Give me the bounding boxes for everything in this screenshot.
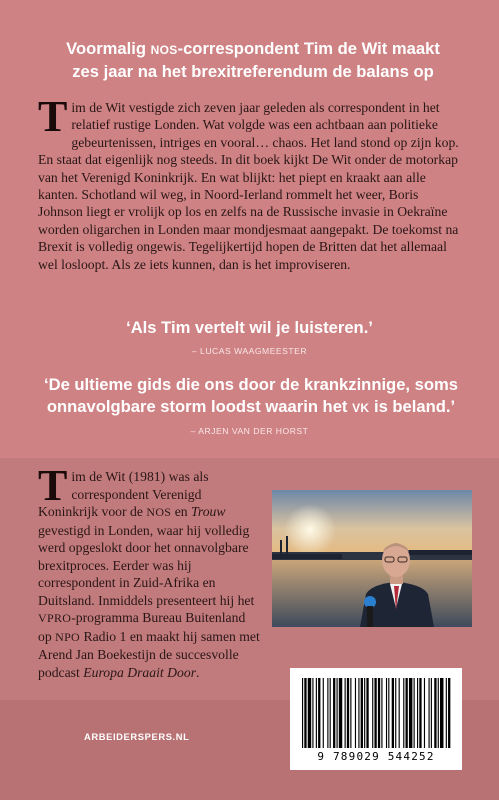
isbn-barcode xyxy=(290,668,462,770)
barcode-bar xyxy=(448,678,450,748)
barcode-bar xyxy=(419,678,421,748)
barcode-bar xyxy=(364,678,365,748)
barcode-bar xyxy=(417,678,418,748)
barcode-bar xyxy=(392,678,394,748)
headline-nos: NOS xyxy=(150,43,178,57)
barcode-bar xyxy=(374,678,376,748)
author-photo xyxy=(272,490,472,627)
barcode-bar xyxy=(440,678,443,748)
barcode-bar xyxy=(355,678,356,748)
author-bio xyxy=(38,461,260,681)
bio-dropcap: T xyxy=(38,461,68,510)
barcode-bar xyxy=(337,678,338,748)
barcode-bar xyxy=(323,678,324,748)
quote-arjen xyxy=(36,374,466,419)
quote-lucas-attribution: – LUCAS WAAGMEESTER xyxy=(191,346,308,356)
barcode-bar xyxy=(316,678,317,748)
barcode-bar xyxy=(409,678,412,748)
barcode-bar xyxy=(339,678,342,748)
barcode-bar xyxy=(361,678,363,748)
barcode-bar xyxy=(372,678,373,748)
publisher-url: ARBEIDERSPERS.NL xyxy=(84,731,190,742)
barcode-bar xyxy=(327,678,328,748)
headline-line2: zes jaar na het brexitreferendum de balans op xyxy=(72,62,434,81)
bio-text-3: gevestigd in Londen, waar hij volledig werd opgeslokt door het onnavolgbare brexitproces. Eerder was hij correspondent in Zuid-Afrika en Duitsland. Inmiddels presenteert hij het xyxy=(38,522,255,608)
barcode-bar xyxy=(330,678,331,748)
quote-arjen-after: is beland.’ xyxy=(369,397,456,416)
headline xyxy=(38,38,468,83)
intro-dropcap: T xyxy=(38,92,68,141)
headline-line1-after: -correspondent Tim de Wit maakt xyxy=(177,39,440,58)
quote-arjen-vk: VK xyxy=(352,401,370,415)
barcode-bar xyxy=(333,678,335,748)
bio-text-6: . xyxy=(196,664,200,680)
barcode-bar xyxy=(312,678,313,748)
barcode-bar xyxy=(399,678,400,748)
bio-podcast: Europa Draait Door xyxy=(83,664,197,680)
quote-arjen-attribution: – ARJEN VAN DER HORST xyxy=(190,426,309,436)
bio-text-4: -programma Bureau Buitenland op xyxy=(38,610,246,644)
barcode-bar xyxy=(434,678,436,748)
barcode-bar xyxy=(345,678,346,748)
barcode-bar xyxy=(438,678,439,748)
barcode-bar xyxy=(403,678,404,748)
barcode-bar xyxy=(429,678,430,748)
barcode-bar xyxy=(381,678,382,748)
barcode-bar xyxy=(395,678,396,748)
barcode-bar xyxy=(308,678,311,748)
barcode-bar xyxy=(366,678,368,748)
barcode-bar xyxy=(358,678,359,748)
barcode-bar xyxy=(302,678,303,748)
intro-paragraph xyxy=(38,92,466,273)
barcode-bar xyxy=(350,678,351,748)
bio-text-1: im de Wit (1981) was als correspondent Verenigd Koninkrijk voor de xyxy=(38,469,209,519)
barcode-bar xyxy=(386,678,387,748)
author-photo-illustration xyxy=(272,490,472,627)
bio-vpro: VPRO xyxy=(38,611,72,625)
barcode-bar xyxy=(388,678,389,748)
isbn-digits: 9 789029 544252 xyxy=(317,750,435,763)
bio-nos: NOS xyxy=(146,505,172,519)
quote-lucas: ‘Als Tim vertelt wil je luisteren.’ xyxy=(126,318,373,337)
barcode-bar xyxy=(318,678,320,748)
bio-text-2: en xyxy=(171,504,192,519)
barcode-bar xyxy=(414,678,415,748)
barcode-bar xyxy=(304,678,306,748)
bio-npo: NPO xyxy=(55,629,81,644)
headline-line1-before: Voormalig xyxy=(66,39,151,58)
bio-text-5: Radio 1 en maakt hij samen met Arend Jan Boekestijn de succesvolle podcast xyxy=(38,628,260,680)
quote-arjen-before: ‘De ultieme gids die ons door de krankzinnige, soms onnavolgbare storm loodst waarin het xyxy=(43,375,458,416)
barcode-bar xyxy=(446,678,447,748)
intro-text: im de Wit vestigde zich zeven jaar geleden als correspondent in het relatief rustige Londen. Wat volgde was een achtbaan aan politieke gebeurtenissen, intriges en vooral… chaos. Het land stond op zijn kop. En staat dat eigenlijk nog steeds. In dit boek kijkt De Wit onder de motorkap van het Verenigd Koninkrijk. En wat blijkt: het piept en kraakt aan alle kanten. Schotland wil weg, in Noord-Ierland rommelt het weer, Boris Johnson liegt er vrolijk op los en zelfs na de Russische invasie in Oekraïne worden oligarchen in Londen maar mondjesmaat aangepakt. De toekomst na Brexit is volledig ongewis. Tegelijkertijd hopen de Britten dat het allemaal wel losloopt. Als ze iets kunnen, dan is het improviseren. xyxy=(38,100,459,272)
barcode-bar xyxy=(424,678,425,748)
barcode-bar xyxy=(431,678,432,748)
barcode-bar xyxy=(347,678,349,748)
barcode-bar xyxy=(406,678,408,748)
bio-trouw: Trouw xyxy=(191,504,226,519)
barcode-bar xyxy=(378,678,380,748)
